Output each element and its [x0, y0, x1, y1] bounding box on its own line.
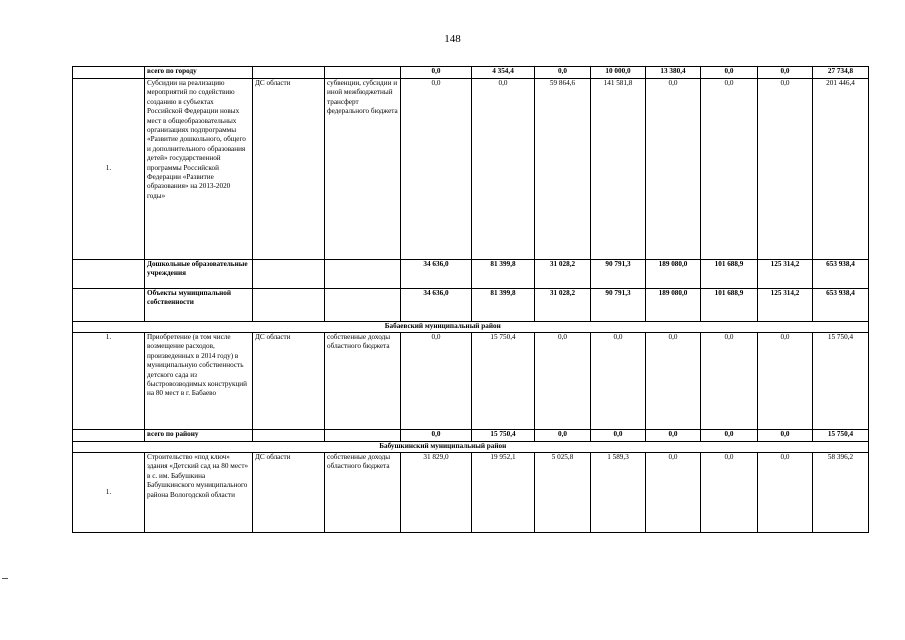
- cell-value: 0,0: [535, 333, 591, 430]
- cell-value: 189 080,0: [646, 289, 701, 322]
- table-row: [73, 453, 869, 533]
- row-source: собственные доходы областного бюджета: [325, 453, 401, 533]
- cell-value: 0,0: [646, 333, 701, 430]
- cell-value: 15 750,4: [813, 430, 869, 442]
- cell-value: 0,0: [401, 430, 472, 442]
- cell-value: 0,0: [701, 333, 758, 430]
- table-row: [73, 79, 869, 260]
- funding-table: [72, 66, 869, 533]
- cell-value: 0,0: [758, 79, 813, 260]
- cell-value: 0,0: [701, 430, 758, 442]
- cell-value: 125 314,2: [758, 289, 813, 322]
- cell-value: 201 446,4: [813, 79, 869, 260]
- cell-value: 5 025,8: [535, 453, 591, 533]
- row-subject: ДС области: [253, 79, 325, 260]
- cell-value: 0,0: [535, 430, 591, 442]
- cell-value: 58 396,2: [813, 453, 869, 533]
- cell-value: 0,0: [535, 67, 591, 79]
- row-name: Субсидии на реализацию мероприятий по содействию созданию в субъектах Российской Федерации новых мест в общеобразовательных организациях подпрограммы «Развитие дошкольного, общего и дополнительного образования детей» государственной программы Российской Федерации «Развитие образования» на 2013-2020 годы»: [145, 79, 253, 260]
- row-name: Приобретение (в том числе возмещение расходов, произведенных в 2014 году) в муниципальную собственность детского сада из быстровозводимых конструкций на 80 мест в г. Бабаево: [145, 333, 253, 430]
- cell-value: 15 750,4: [472, 333, 535, 430]
- table-row: [73, 333, 869, 430]
- cell-value: 1 589,3: [591, 453, 646, 533]
- row-name: Объекты муниципальной собственности: [145, 289, 253, 322]
- cell-value: 0,0: [646, 453, 701, 533]
- cell-value: 0,0: [401, 79, 472, 260]
- margin-mark: [2, 578, 8, 579]
- row-source: собственные доходы областного бюджета: [325, 333, 401, 430]
- cell-value: 31 028,2: [535, 289, 591, 322]
- cell-value: 0,0: [591, 333, 646, 430]
- section-header-row: [73, 442, 869, 453]
- row-index: 1.: [73, 333, 145, 430]
- row-index: 1.: [73, 79, 145, 260]
- cell-value: 101 688,9: [701, 260, 758, 289]
- table-row: [73, 260, 869, 289]
- cell-value: 189 080,0: [646, 260, 701, 289]
- section-title: Бабушкинский муниципальный район: [73, 442, 813, 453]
- row-index: 1.: [73, 453, 145, 533]
- cell-value: 15 750,4: [813, 333, 869, 430]
- row-name: Дошкольные образовательные учреждения: [145, 260, 253, 289]
- cell-value: 0,0: [401, 67, 472, 79]
- row-name: всего по городу: [145, 67, 253, 79]
- cell-value: 0,0: [646, 79, 701, 260]
- cell-value: 31 028,2: [535, 260, 591, 289]
- cell-value: 19 952,1: [472, 453, 535, 533]
- row-name: всего по району: [145, 430, 253, 442]
- row-source: субвенции, субсидии и иной межбюджетный трансферт федерального бюджета: [325, 79, 401, 260]
- table-row: [73, 289, 869, 322]
- section-title: Бабаевский муниципальный район: [73, 322, 813, 333]
- cell-value: 34 636,0: [401, 260, 472, 289]
- cell-value: 90 791,3: [591, 260, 646, 289]
- cell-value: 15 750,4: [472, 430, 535, 442]
- section-header-row: [73, 322, 869, 333]
- cell-value: 13 380,4: [646, 67, 701, 79]
- cell-value: 653 938,4: [813, 289, 869, 322]
- cell-value: 0,0: [758, 430, 813, 442]
- table-row: [73, 430, 869, 442]
- cell-value: 10 000,0: [591, 67, 646, 79]
- cell-value: 27 734,8: [813, 67, 869, 79]
- cell-value: 653 938,4: [813, 260, 869, 289]
- cell-value: 0,0: [701, 453, 758, 533]
- page-number: 148: [444, 33, 461, 45]
- row-name: Строительство «под ключ» здания «Детский сад на 80 мест» в с. им. Бабушкина Бабушкинского муниципального района Вологодской области: [145, 453, 253, 533]
- cell-value: 59 864,6: [535, 79, 591, 260]
- cell-value: 0,0: [758, 453, 813, 533]
- cell-value: 0,0: [758, 333, 813, 430]
- cell-value: 81 399,8: [472, 289, 535, 322]
- cell-value: 0,0: [401, 333, 472, 430]
- cell-value: 0,0: [646, 430, 701, 442]
- cell-value: 0,0: [758, 67, 813, 79]
- cell-value: 0,0: [472, 79, 535, 260]
- cell-value: 31 829,0: [401, 453, 472, 533]
- cell-value: 81 399,8: [472, 260, 535, 289]
- row-subject: ДС области: [253, 333, 325, 430]
- cell-value: 0,0: [591, 430, 646, 442]
- cell-value: 34 636,0: [401, 289, 472, 322]
- cell-value: 90 791,3: [591, 289, 646, 322]
- cell-value: 4 354,4: [472, 67, 535, 79]
- table-row: [73, 67, 869, 79]
- cell-value: 0,0: [701, 67, 758, 79]
- row-subject: ДС области: [253, 453, 325, 533]
- cell-value: 0,0: [701, 79, 758, 260]
- cell-value: 125 314,2: [758, 260, 813, 289]
- cell-value: 141 581,8: [591, 79, 646, 260]
- cell-value: 101 688,9: [701, 289, 758, 322]
